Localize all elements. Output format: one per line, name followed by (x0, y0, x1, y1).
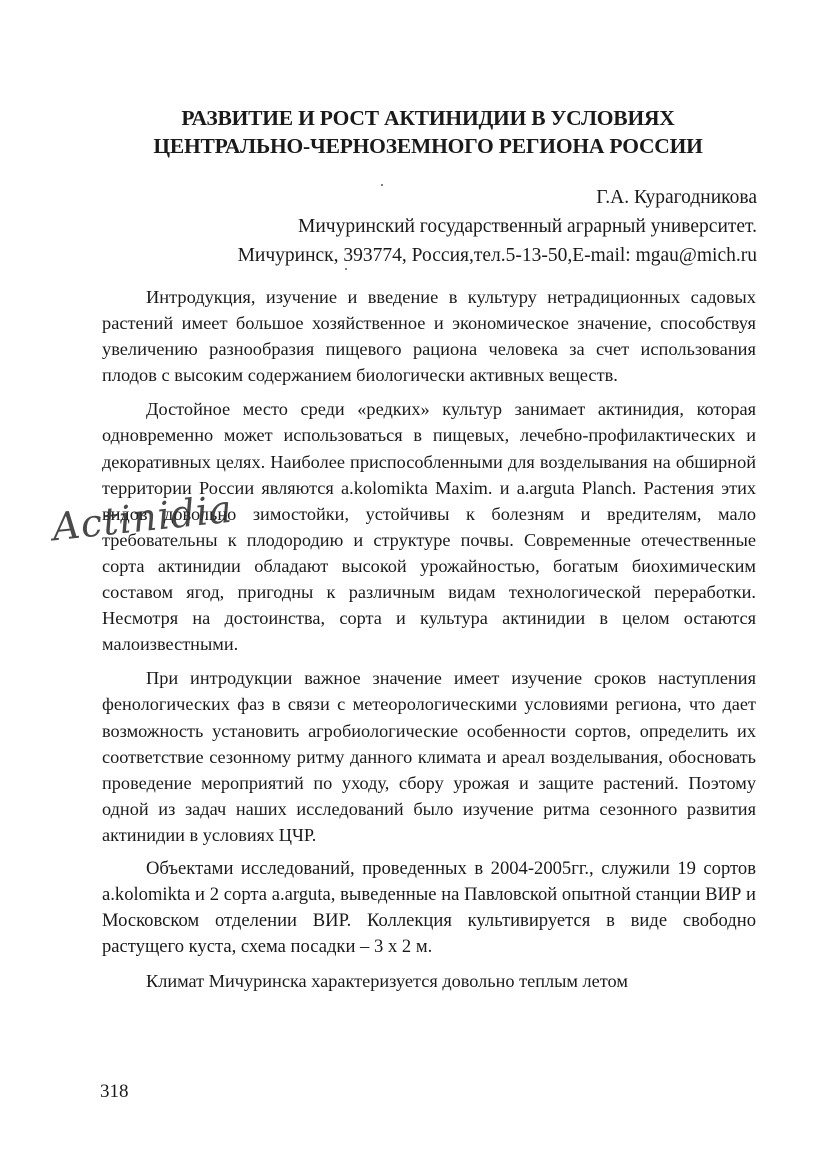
body-text (102, 284, 756, 994)
scan-speck (381, 184, 383, 186)
page-number: 318 (100, 1081, 129, 1102)
paper-title (100, 104, 756, 160)
paragraph-introduction: Интродукция, изучение и введение в культуру нетрадиционных садовых растений имеет большое хозяйственное и экономическое значение, способствуя увеличению разнообразия пищевого рациона человека за счет использования плодов с высоким содержанием биологически активных веществ. (102, 287, 756, 386)
author-block (117, 183, 757, 270)
paragraph-climate: Климат Мичуринска характеризуется довольно теплым летом (146, 971, 628, 992)
paragraph-phenology: При интродукции важное значение имеет изучение сроков наступления фенологических фаз в связи с метеорологическими условиями региона, что дает возможность установить агробиологические особенности сортов, определить их соответствие сезонному ритму данного климата и ареал возделывания, обосновать проведение мероприятий по уходу, сбору урожая и защите растений. Поэтому одной из задач наших исследований было изучение ритма сезонного развития актинидии в условиях ЦЧР. (102, 668, 756, 845)
paragraph-research-objects: Объектами исследований, проведенных в 2004-2005гг., служили 19 сортов a.kolomikta и 2 сорта a.arguta, выведенные на Павловской опытной станции ВИР и Московском отделении ВИР. Коллекция культивируется в виде свободно растущего куста, схема посадки – 3 х 2 м. (102, 857, 756, 958)
author-name: Г.А. Курагодникова (596, 187, 757, 208)
title-line-1: РАЗВИТИЕ И РОСТ АКТИНИДИИ В УСЛОВИЯХ (181, 106, 675, 130)
paragraph-rare-cultures: Достойное место среди «редких» культур занимает актинидия, которая одновременно может использоваться в пищевых, лечебно-профилактических и декоративных целях. Наиболее приспособленными для возделывания на обширной территории России являются a.kolomikta Maxim. и a.arguta Planch. Растения этих видов довольно зимостойки, устойчивы к болезням и вредителям, мало требовательны к плодородию и структуре почвы. Современные отечественные сорта актинидии обладают высокой урожайностью, богатым биохимическим составом ягод, пригодны к различным видам технологической переработки. Несмотря на достоинства, сорта и культура актинидии в целом остаются малоизвестными. (102, 399, 756, 655)
title-line-2: ЦЕНТРАЛЬНО-ЧЕРНОЗЕМНОГО РЕГИОНА РОССИИ (153, 134, 703, 158)
scan-speck (345, 268, 347, 270)
author-affiliation: Мичуринский государственный аграрный университет. (297, 216, 757, 237)
handwritten-note: Actinidia (50, 486, 235, 550)
author-address: Мичуринск, 393774, Россия,тел.5-13-50,E-mail: mgau@mich.ru (237, 245, 757, 266)
